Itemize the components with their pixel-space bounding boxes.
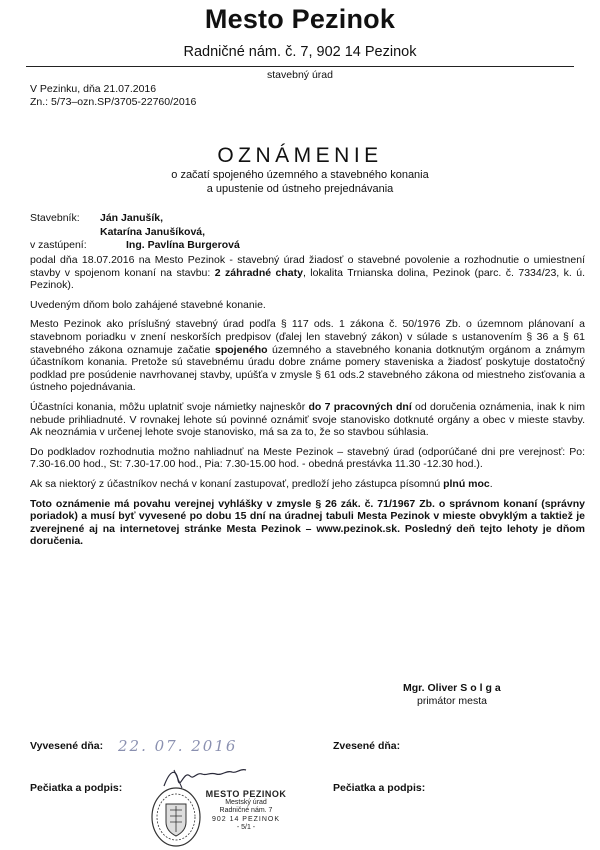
paragraph-objections [30, 401, 585, 439]
official-stamp [196, 790, 296, 833]
p3-text: Mesto Pezinok ako príslušný stavebný úrad podľa § 117 ods. 1 zákona č. 50/1976 Zb. o územnom plánovaní a stavebnom poriadku v znení neskorších predpisov (ďalej len stavebný zákon) v súlade s ustanovením § 36 a § 61 stavebného zákona oznamuje začatie [30, 318, 585, 356]
stamp-line-3: Radničné nám. 7 [219, 807, 273, 815]
p7-text: Toto oznámenie má povahu verejnej vyhlášky v zmysle § 26 zák. č. 71/1967 Zb. o správnom konaní (správny poriadok) a musí byť vyvesené po dobu 15 dní na úradnej tabuli Mesta Pezinok v mieste obvyklým a taktiež je zverejnené aj na internetovej stránke Mesta Pezinok – www.pezinok.sk. Posledný deň tejto lehoty je dňom doručenia. [30, 497, 585, 548]
document-title: OZNÁMENIE [217, 144, 383, 167]
p1-text: podal dňa 18.07.2016 na Mesto Pezinok - stavebný úrad žiadosť o stavebné povolenie a rozhodnutie o umiestnení stavby v spojenom konaní na stavbu: [30, 254, 585, 279]
paragraph-application [30, 254, 585, 292]
posted-date-handwritten: 22. 07. 2016 [118, 737, 238, 755]
paragraph-commenced: Uvedeným dňom bolo zahájené stavebné konanie. [30, 298, 266, 311]
signatory-name: Mgr. Oliver Solga [403, 682, 504, 694]
signatory-role: primátor mesta [417, 695, 488, 707]
removed-label: Zvesené dňa: [333, 740, 401, 752]
builder-label: Stavebník: [30, 212, 80, 224]
builder-name-2: Katarína Janušíková, [100, 225, 206, 238]
place-date: V Pezinku, dňa 21.07.2016 [30, 83, 157, 95]
coat-of-arms-icon [150, 786, 202, 848]
p4-text: Účastníci konania, môžu uplatniť svoje námietky najneskôr [30, 400, 309, 413]
stamp-line-1: MESTO PEZINOK [205, 789, 287, 799]
document-subtitle [0, 169, 600, 196]
signature-block [403, 682, 504, 708]
office-name: stavebný úrad [267, 69, 333, 81]
p6-text: Ak sa niektorý z účastníkov nechá v konaní zastupovať, predloží jeho zástupca písomnú [30, 477, 444, 490]
p3-rest: územného a stavebného konania dotknutým orgánom a známym účastníkom konania. Pretože sú stavebnému úradu dobre známe pomery staveniska a žiadosť poskytuje dostatočný podklad pre posúdenie navrhovanej stavby, upúšťa v zmysle § 61 ods.2 stavebného zákona od miestneho zisťovania a ústneho pojednávania. [30, 343, 585, 394]
reference-number: Zn.: 5/73–ozn.SP/3705-22760/2016 [30, 96, 197, 108]
stamp-line-2: Mestský úrad [225, 798, 267, 806]
parties-block [30, 212, 240, 253]
city-title: Mesto Pezinok [204, 4, 396, 34]
p6-end: . [489, 477, 493, 490]
document-body [30, 254, 585, 555]
subtitle-line-1: o začatí spojeného územného a stavebného konania [171, 169, 429, 181]
document-meta [30, 83, 196, 109]
representative-label: v zastúpení: [30, 239, 87, 251]
stamp-label-right: Pečiatka a podpis: [333, 782, 426, 794]
paragraph-public-notice [30, 498, 585, 548]
p6-power-of-attorney: plnú moc [443, 477, 490, 490]
stamp-line-4: 902 14 PEZINOK [211, 815, 281, 823]
builder-name-1: Ján Janušík, [100, 212, 164, 224]
city-address: Radničné nám. č. 7, 902 14 Pezinok [183, 44, 417, 60]
p3-bold: spojeného [215, 343, 268, 356]
stamp-line-5: - 5/1 - [236, 824, 256, 832]
subtitle-line-2: a upustenie od ústneho prejednávania [206, 182, 394, 195]
p1-location: , lokalita Trnianska dolina, Pezinok (parc. č. 7334/23, k. ú. Pezinok). [30, 266, 585, 292]
paragraph-representation [30, 478, 585, 491]
header-divider [26, 66, 574, 67]
paragraph-announcement [30, 318, 585, 394]
representative-name: Ing. Pavlína Burgerová [126, 239, 240, 251]
p4-deadline: do 7 pracovných dní [308, 400, 412, 413]
posted-label: Vyvesené dňa: [30, 740, 104, 752]
stamp-label-left: Pečiatka a podpis: [30, 782, 123, 794]
paragraph-office-hours: Do podkladov rozhodnutia možno nahliadnuť na Meste Pezinok – stavebný úrad (odporúčané dni pre verejnosť: Po: 7.30-16.00 hod., St: 7.30-17.00 hod., Pia: 7.30-15.00 hod. - obedná prestávka 11.30 -12.30 hod.). [30, 445, 585, 471]
p4-rest: od doručenia oznámenia, inak k nim nebude prihliadnuté. V rovnakej lehote sú povinné oznámiť svoje stanovisko dotknuté orgány a obec v mieste stavby. Ak neoznámia v určenej lehote svoje stanovisko, má sa za to, že so stavbou súhlasia. [30, 400, 585, 439]
p1-construction: 2 záhradné chaty [214, 266, 303, 279]
